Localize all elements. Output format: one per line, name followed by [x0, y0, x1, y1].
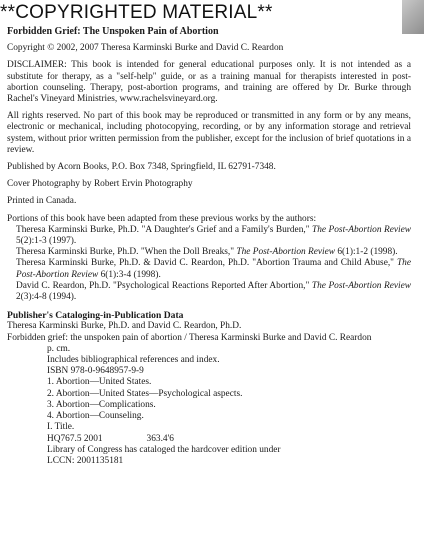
- work-cite: 2(3):4-8 (1994).: [16, 292, 77, 303]
- cip-p-cm: p. cm.: [47, 343, 71, 354]
- copyright-page: [7, 26, 411, 467]
- work-citation: [7, 281, 411, 303]
- work-cite: 6(1):3-4 (1998).: [98, 269, 161, 280]
- work-cite: 5(2):1-3 (1997).: [16, 236, 77, 247]
- work-citation: [7, 225, 411, 247]
- work-citation-text: Theresa Karminski Burke, Ph.D. "When the Doll Breaks,": [16, 247, 237, 258]
- cip-isbn: ISBN 978-0-9648957-9-9: [47, 366, 144, 377]
- rights-paragraph: All rights reserved. No part of this book may be reproduced or transmitted in any form or by any means, electronic or mechanical, including photocopying, recording, or by any information storage and retrieval system, without prior written permission from the publisher, except for the inclusion of brief quotations in a review.: [7, 111, 411, 155]
- disclaimer-paragraph: DISCLAIMER: This book is intended for general educational purposes only. It is not intended as a substitute for therapy, as a "self-help" guide, or as a training manual for therapists interested in post-abortion counseling. Therapy, post-abortion programs, and training are offered by Dr. Burke through Rachel's Vineyard Ministries, www.rachelsvineyard.org.: [7, 60, 411, 105]
- cip-subject: 3. Abortion—Complications.: [47, 399, 156, 410]
- cip-includes: Includes bibliographical references and index.: [47, 355, 220, 366]
- cip-lccn: LCCN: 2001135181: [47, 455, 124, 466]
- work-journal: The Post-Abortion Review: [311, 280, 411, 291]
- cip-subject: 2. Abortion—United States—Psychological aspects.: [47, 388, 243, 399]
- copyrighted-material-banner: **COPYRIGHTED MATERIAL**: [0, 2, 273, 23]
- work-citation-text: David C. Reardon, Ph.D. "Psychological Reactions Reported After Abortion,": [16, 280, 312, 291]
- publisher-line: Published by Acorn Books, P.O. Box 7348, Springfield, IL 62791-7348.: [7, 162, 276, 173]
- book-title: Forbidden Grief: The Unspoken Pain of Abortion: [7, 26, 219, 37]
- copyright-line: Copyright © 2002, 2007 Theresa Karminski Burke and David C. Reardon: [7, 43, 284, 54]
- cip-authors: Theresa Karminski Burke, Ph.D. and David C. Reardon, Ph.D.: [7, 321, 242, 332]
- cip-classification: HQ767.5 2001: [47, 433, 103, 444]
- work-citation: [7, 258, 411, 280]
- cip-title: Forbidden grief: the unspoken pain of abortion / Theresa Karminski Burke and David C. Reardon: [7, 332, 372, 343]
- cip-dewey: 363.4'6: [146, 433, 174, 444]
- printed-line: Printed in Canada.: [7, 196, 77, 207]
- cover-credit: Cover Photography by Robert Ervin Photography: [7, 179, 193, 190]
- cip-subject: 4. Abortion—Counseling.: [47, 411, 144, 422]
- work-journal: The Post-Abortion Review: [16, 258, 411, 280]
- work-citation-text: Theresa Karminski Burke, Ph.D. & David C. Reardon, Ph.D. "Abortion Trauma and Child Abuse,": [16, 258, 397, 269]
- work-citation-text: Theresa Karminski Burke, Ph.D. "A Daughter's Grief and a Family's Burden,": [16, 224, 313, 235]
- portions-intro: Portions of this book have been adapted from these previous works by the authors:: [7, 213, 317, 224]
- cip-i-title: I. Title.: [47, 422, 75, 433]
- cip-classification-line: [7, 434, 411, 445]
- cip-heading: Publisher's Cataloging-in-Publication Data: [7, 310, 184, 322]
- work-citation: [7, 247, 411, 258]
- work-cite: 6(1):1-2 (1998).: [335, 247, 398, 258]
- cip-subject: 1. Abortion—United States.: [47, 377, 152, 388]
- work-journal: The Post-Abortion Review: [236, 247, 336, 258]
- cip-library: Library of Congress has cataloged the hardcover edition under: [47, 444, 281, 455]
- work-journal: The Post-Abortion Review: [312, 224, 411, 235]
